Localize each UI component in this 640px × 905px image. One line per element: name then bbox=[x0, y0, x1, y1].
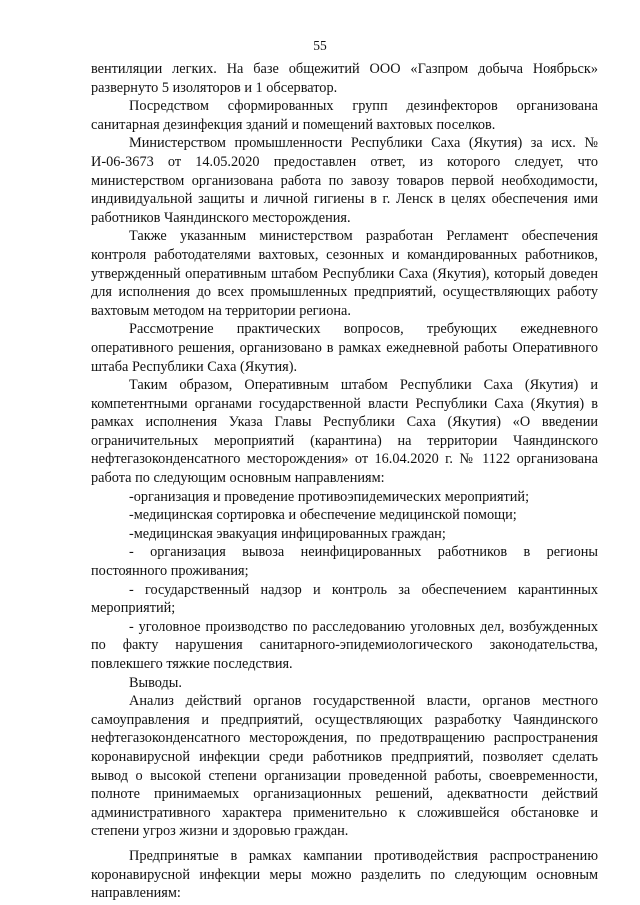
page-number: 55 bbox=[313, 38, 327, 53]
paragraph-continuation: вентиляции легких. На базе общежитий ООО «Газпром добыча Ноябрьск» развернуто 5 изоляторов и 1 обсерватор. bbox=[91, 61, 598, 96]
list-item-state-supervision: - государственный надзор и контроль за обеспечением карантинных мероприятий; bbox=[91, 581, 598, 617]
paragraph-regulation: Также указанным министерством разработан Регламент обеспечения контроля работодателями вахтовых, сезонных и командированных работников, утвержденный оперативным штабом Республики Саха (Якутия), который доведен для исполнения до всех промышленных предприятий, осуществляющих работу вахтовым методом на территории региона. bbox=[91, 228, 598, 319]
list-item-medical-sorting: -медицинская сортировка и обеспечение медицинской помощи; bbox=[129, 507, 517, 524]
paragraph-practical-issues: Рассмотрение практических вопросов, требующих ежедневного оперативного решения, организовано в рамках ежедневной работы Оперативного штаба Республики Саха (Якутия). bbox=[91, 321, 598, 375]
list-item-criminal-proceedings: - уголовное производство по расследованию уголовных дел, возбужденных по факту нарушения санитарного-эпидемиологического законодательства, повлекшего тяжкие последствия. bbox=[91, 618, 598, 672]
paragraph-summary-directions: Таким образом, Оперативным штабом Республики Саха (Якутия) и компетентными органами государственной власти Республики Саха (Якутия) в рамках исполнения Указа Главы Республики Саха (Якутия) «О введении ограничительных мероприятий (карантина) на территории Чаяндинского нефтегазоконденсатного месторождения» от 16.04.2020 г. № 1122 организована работа по следующим основным направлениям: bbox=[91, 377, 598, 487]
paragraph-analysis: Анализ действий органов государственной власти, органов местного самоуправления и предприятий, осуществляющих разработку Чаяндинского нефтегазоконденсатного месторождения, по предотвращению распространения коронавирусной инфекции среди работников предприятий, позволяет сделать вывод о высокой степени организации проведенной работы, своевременности, полноте принимаемых организационных решений, адекватности действий административного характера применительно к сложившейся обстановке и степени угроз жизни и здоровью граждан. bbox=[91, 693, 598, 840]
paragraph-disinfection: Посредством сформированных групп дезинфекторов организована санитарная дезинфекция зданий и помещений вахтовых поселков. bbox=[91, 98, 598, 133]
list-item-medical-evacuation: -медицинская эвакуация инфицированных граждан; bbox=[129, 525, 446, 542]
paragraph-measures: Предпринятые в рамках кампании противодействия распространению коронавирусной инфекции меры можно разделить по следующим основным направлениям: bbox=[91, 847, 598, 902]
conclusions-heading: Выводы. bbox=[129, 674, 182, 691]
paragraph-ministry-response: Министерством промышленности Республики Саха (Якутия) за исх. № И-06-3673 от 14.05.2020 предоставлен ответ, из которого следует, что министерством организована работа по завозу товаров первой необходимости, индивидуальной защиты и личной гигиены в г. Ленск в целях обеспечения ими работников Чаяндинского месторождения. bbox=[91, 135, 598, 226]
list-item-worker-transport: - организация вывоза неинфицированных работников в регионы постоянного проживания; bbox=[91, 544, 598, 580]
document-body bbox=[91, 60, 598, 903]
list-item-antiepidemic: -организация и проведение противоэпидемических мероприятий; bbox=[129, 488, 530, 505]
